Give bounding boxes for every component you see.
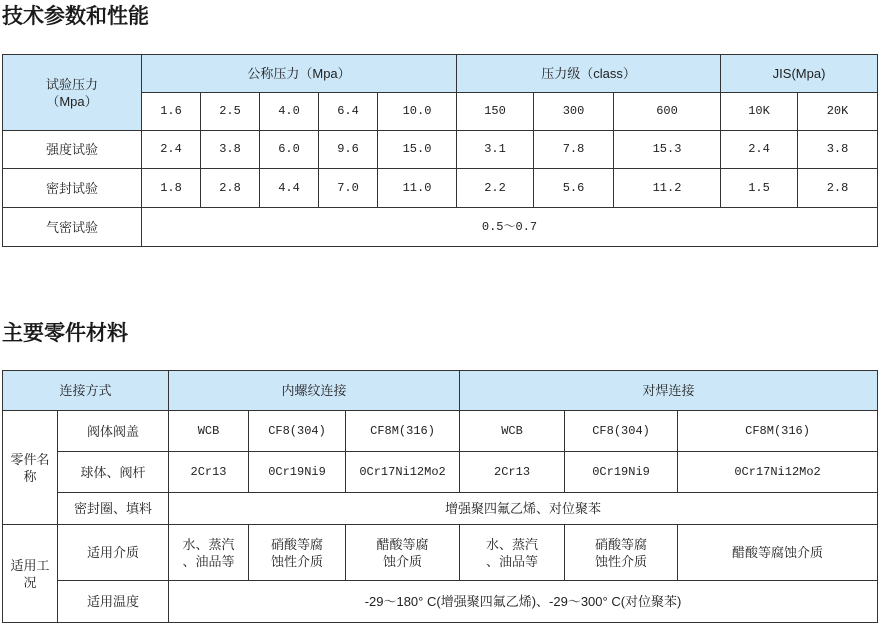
seal-test-value: 5.6 [534,169,614,208]
applicable-temperature-row [3,581,878,623]
strength-test-value: 7.8 [534,131,614,169]
main-parts-materials-title: 主要零件材料 [2,321,128,345]
strength-test-row [3,131,878,169]
seal-test-value: 1.5 [721,169,798,208]
seal-test-value: 7.0 [319,169,378,208]
body-bonnet-material: WCB [169,411,249,452]
body-bonnet-material: CF8M(316) [678,411,878,452]
pressure-column-label: 300 [534,93,614,131]
ball-stem-row [3,452,878,493]
technical-parameters-table [2,54,878,247]
nominal-pressure-header: 公称压力（Mpa） [142,55,457,93]
pressure-column-label: 2.5 [201,93,260,131]
strength-test-value: 2.4 [142,131,201,169]
body-bonnet-material: WCB [460,411,565,452]
strength-test-value: 3.1 [457,131,534,169]
applicable-media-value [460,525,565,581]
seal-test-value: 2.8 [201,169,260,208]
strength-test-value: 3.8 [201,131,260,169]
strength-test-value: 2.4 [721,131,798,169]
seal-test-value: 11.0 [378,169,457,208]
seal-test-row [3,169,878,208]
part-names-label: 零件名称 [10,451,50,484]
strength-test-label: 强度试验 [3,131,142,169]
applicable-media-row [3,525,878,581]
body-bonnet-label: 阀体阀盖 [58,411,169,452]
media-text: 醋酸等腐蚀介质 [376,536,429,569]
pressure-column-label: 1.6 [142,93,201,131]
ball-stem-material: 2Cr13 [460,452,565,493]
applicable-media-value [249,525,346,581]
applicable-media-value [346,525,460,581]
pressure-column-label: 600 [614,93,721,131]
butt-weld-connection-header: 对焊连接 [460,371,878,411]
applicable-temperature-label: 适用温度 [58,581,169,623]
seal-test-value: 2.8 [798,169,878,208]
seal-test-value: 2.2 [457,169,534,208]
seal-test-value: 1.8 [142,169,201,208]
strength-test-value: 9.6 [319,131,378,169]
ball-stem-material: 0Cr17Ni12Mo2 [346,452,460,493]
strength-test-value: 15.3 [614,131,721,169]
seal-test-value: 11.2 [614,169,721,208]
test-pressure-header [3,55,142,131]
media-text: 硝酸等腐蚀性介质 [271,536,324,569]
applicable-media-label: 适用介质 [58,525,169,581]
media-text: 水、蒸汽、油品等 [486,536,539,569]
seal-packing-label: 密封圈、填料 [58,493,169,525]
seal-packing-row [3,493,878,525]
ball-stem-label: 球体、阀杆 [58,452,169,493]
seal-packing-material: 增强聚四氟乙烯、对位聚苯 [169,493,878,525]
air-tightness-test-row [3,208,878,247]
part-names-group [3,411,58,525]
connection-type-label: 连接方式 [3,371,169,411]
seal-test-label: 密封试验 [3,169,142,208]
applicable-media-value [565,525,678,581]
technical-parameters-title: 技术参数和性能 [2,4,149,28]
media-text: 硝酸等腐蚀性介质 [595,536,648,569]
ball-stem-material: 0Cr19Ni9 [249,452,346,493]
pressure-column-label: 10K [721,93,798,131]
working-conditions-group [3,525,58,623]
pressure-column-label: 6.4 [319,93,378,131]
applicable-media-value [169,525,249,581]
body-bonnet-material: CF8M(316) [346,411,460,452]
threaded-connection-header: 内螺纹连接 [169,371,460,411]
strength-test-value: 15.0 [378,131,457,169]
media-text: 水、蒸汽、油品等 [182,536,235,569]
air-tightness-test-value: 0.5～0.7 [142,208,878,247]
pressure-column-label: 10.0 [378,93,457,131]
ball-stem-material: 2Cr13 [169,452,249,493]
test-pressure-label: 试验压力（Mpa） [45,76,98,109]
body-bonnet-material: CF8(304) [565,411,678,452]
working-conditions-label: 适用工况 [10,557,50,590]
pressure-column-label: 4.0 [260,93,319,131]
seal-test-value: 4.4 [260,169,319,208]
main-parts-materials-table [2,370,878,623]
ball-stem-material: 0Cr19Ni9 [565,452,678,493]
applicable-media-value: 醋酸等腐蚀介质 [678,525,878,581]
pressure-class-header: 压力级（class） [457,55,721,93]
jis-header: JIS(Mpa) [721,55,878,93]
connection-type-row [3,371,878,411]
ball-stem-material: 0Cr17Ni12Mo2 [678,452,878,493]
body-bonnet-material: CF8(304) [249,411,346,452]
body-bonnet-row [3,411,878,452]
table-header-row [3,55,878,93]
applicable-temperature-value: -29～180° C(增强聚四氟乙烯)、-29～300° C(对位聚苯) [169,581,878,623]
air-tightness-test-label: 气密试验 [3,208,142,247]
pressure-column-label: 150 [457,93,534,131]
strength-test-value: 3.8 [798,131,878,169]
pressure-column-label: 20K [798,93,878,131]
strength-test-value: 6.0 [260,131,319,169]
